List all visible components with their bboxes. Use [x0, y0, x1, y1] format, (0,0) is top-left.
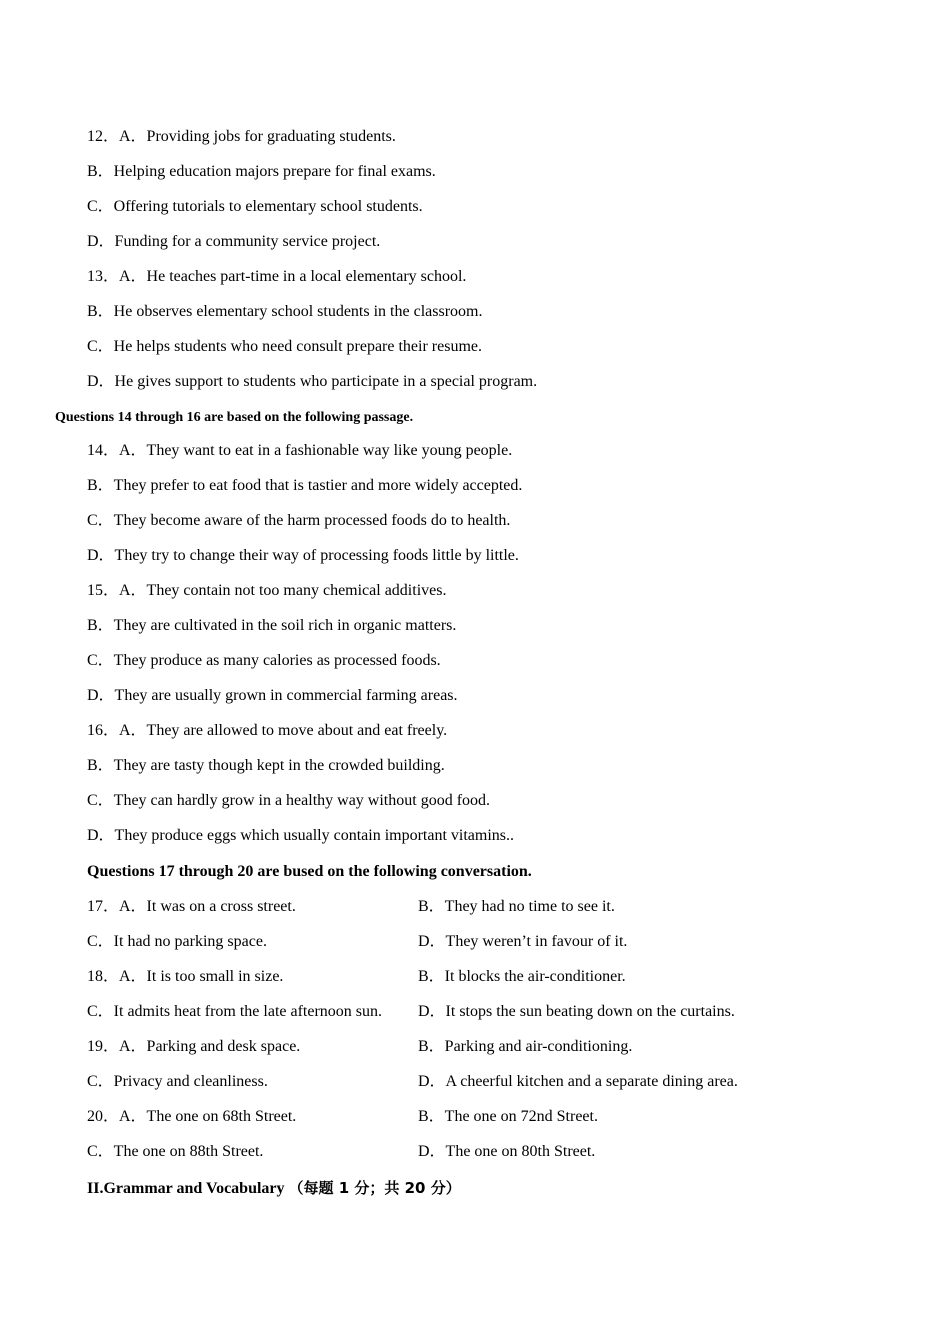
q14-option-b: B．They prefer to eat food that is tastier and more widely accepted.: [87, 477, 523, 494]
q20-option-c: C．The one on 88th Street.: [87, 1143, 264, 1160]
q19-option-c: C．Privacy and cleanliness.: [87, 1073, 268, 1090]
q17-option-d: D．They weren’t in favour of it.: [418, 933, 628, 950]
q14-option-d: D．They try to change their way of processing foods little by little.: [87, 547, 519, 564]
section-heading-17-20: Questions 17 through 20 are bused on the following conversation.: [87, 863, 532, 880]
q15-option-a: 15．A．They contain not too many chemical additives.: [87, 582, 447, 599]
q17-option-a: 17．A．It was on a cross street.: [87, 898, 296, 915]
q18-option-a: 18．A．It is too small in size.: [87, 968, 284, 985]
q19-option-b: B．Parking and air-conditioning.: [418, 1038, 633, 1055]
q18-option-d: D．It stops the sun beating down on the curtains.: [418, 1003, 735, 1020]
q14-option-a: 14．A．They want to eat in a fashionable way like young people.: [87, 442, 513, 459]
q12-option-d: D．Funding for a community service project.: [87, 233, 381, 250]
section-ii-heading: [87, 1178, 461, 1199]
q15-option-b: B．They are cultivated in the soil rich in organic matters.: [87, 617, 457, 634]
q15-option-d: D．They are usually grown in commercial farming areas.: [87, 687, 458, 704]
q12-option-b: B．Helping education majors prepare for final exams.: [87, 163, 436, 180]
q18-option-c: C．It admits heat from the late afternoon sun.: [87, 1003, 383, 1020]
q12-option-a: 12．A．Providing jobs for graduating students.: [87, 128, 396, 145]
q19-option-a: 19．A．Parking and desk space.: [87, 1038, 301, 1055]
q20-option-b: B．The one on 72nd Street.: [418, 1108, 598, 1125]
q20-option-a: 20．A．The one on 68th Street.: [87, 1108, 297, 1125]
q16-option-d: D．They produce eggs which usually contain important vitamins..: [87, 827, 515, 844]
q19-option-d: D．A cheerful kitchen and a separate dining area.: [418, 1073, 738, 1090]
q13-option-d: D．He gives support to students who participate in a special program.: [87, 373, 538, 390]
q20-option-d: D．The one on 80th Street.: [418, 1143, 596, 1160]
q12-option-c: C．Offering tutorials to elementary school students.: [87, 198, 423, 215]
q16-option-b: B．They are tasty though kept in the crowded building.: [87, 757, 445, 774]
q13-option-c: C．He helps students who need consult prepare their resume.: [87, 338, 483, 355]
q16-option-a: 16．A．They are allowed to move about and eat freely.: [87, 722, 448, 739]
q16-option-c: C．They can hardly grow in a healthy way without good food.: [87, 792, 491, 809]
q17-option-b: B．They had no time to see it.: [418, 898, 615, 915]
section-ii-score-note: （每题 1 分；共 20 分）: [288, 1179, 461, 1197]
q15-option-c: C．They produce as many calories as processed foods.: [87, 652, 441, 669]
q13-option-b: B．He observes elementary school students in the classroom.: [87, 303, 483, 320]
q14-option-c: C．They become aware of the harm processed foods do to health.: [87, 512, 511, 529]
q13-option-a: 13．A．He teaches part-time in a local elementary school.: [87, 268, 467, 285]
q18-option-b: B．It blocks the air-conditioner.: [418, 968, 626, 985]
section-ii-title: II.Grammar and Vocabulary: [87, 1180, 289, 1197]
q17-option-c: C．It had no parking space.: [87, 933, 267, 950]
section-heading-14-16: Questions 14 through 16 are based on the following passage.: [55, 410, 414, 425]
